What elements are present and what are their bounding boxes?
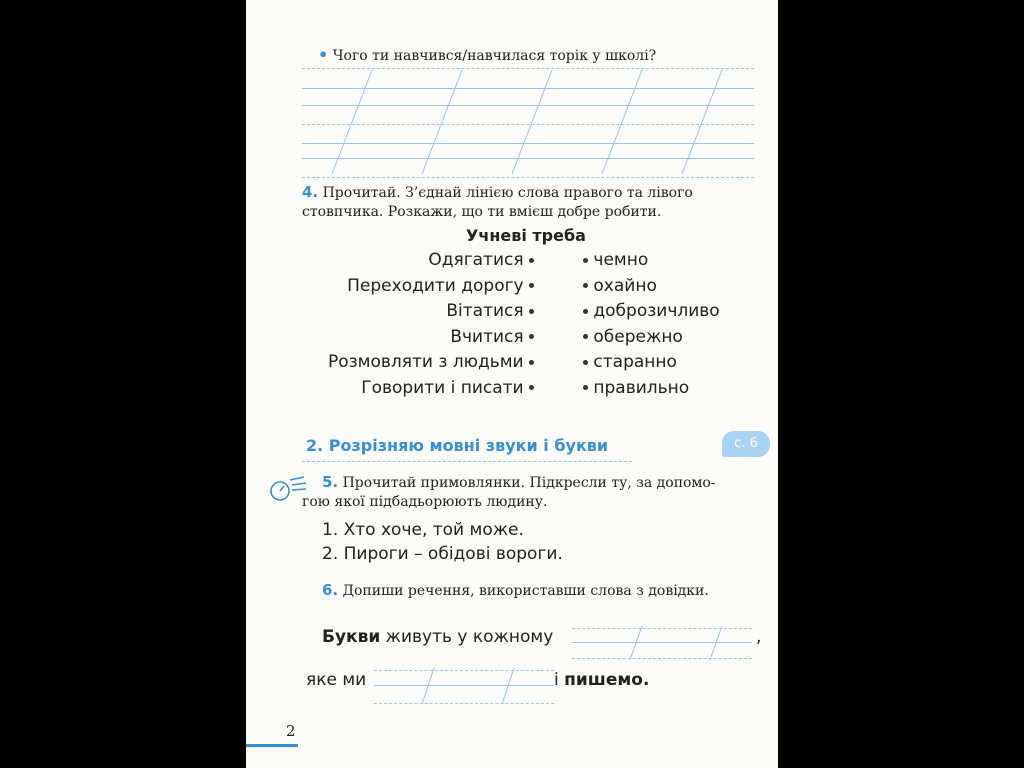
left-item[interactable]: Одягатися — [328, 250, 534, 276]
right-item[interactable]: правильно — [583, 378, 720, 404]
task4-title: Учневі треба — [466, 226, 586, 245]
right-item[interactable]: доброзичливо — [583, 301, 720, 327]
task4-instruction-cont: стовпчика. Розкажи, що ти вмієш добре робити. — [302, 204, 662, 220]
page-ref-badge: с. 6 — [722, 431, 770, 457]
right-item[interactable]: старанно — [583, 352, 720, 378]
task6-instruction: 6. Допиши речення, використавши слова з довідки. — [322, 581, 709, 599]
proverb-item[interactable]: 2. Пироги – обідові вороги. — [322, 544, 563, 564]
task5-instruction: 5. Прочитай примовлянки. Підкресли ту, за допомо- — [322, 473, 716, 491]
task4-number: 4. — [302, 183, 319, 201]
proverb-item[interactable]: 1. Хто хоче, той може. — [322, 520, 524, 540]
bullet-icon: • — [318, 45, 329, 64]
dot-icon — [583, 334, 588, 339]
right-item[interactable]: обережно — [583, 327, 720, 353]
task5-number: 5. — [322, 473, 339, 491]
dot-icon — [529, 283, 534, 288]
left-item[interactable]: Вчитися — [328, 327, 534, 353]
left-item[interactable]: Вітатися — [328, 301, 534, 327]
sentence-2-end: і пишемо. — [554, 670, 650, 690]
task6-number: 6. — [322, 581, 339, 599]
right-column — [583, 250, 720, 403]
dot-icon — [583, 385, 588, 390]
right-item[interactable]: чемно — [583, 250, 720, 276]
task4-instruction: 4. Прочитай. З’єднай лінією слова правого та лівого — [302, 183, 693, 201]
left-item[interactable]: Говорити і писати — [328, 378, 534, 404]
dot-icon — [529, 360, 534, 365]
sentence-1: Букви живуть у кожному — [322, 627, 554, 647]
slant-guides — [302, 62, 754, 182]
sentence-1-end: , — [756, 627, 762, 647]
dot-icon — [583, 360, 588, 365]
dot-icon — [529, 385, 534, 390]
task5-instruction-cont: гою якої підбадьорюють людину. — [302, 494, 548, 510]
page-number: 2 — [286, 722, 296, 740]
section-title: 2. Розрізняю мовні звуки і букви — [306, 436, 609, 455]
dot-icon — [583, 283, 588, 288]
dot-icon — [529, 334, 534, 339]
left-column — [328, 250, 534, 403]
workbook-page — [246, 0, 778, 768]
question-prev: • Чого ти навчився/навчилася торік у школі? — [318, 45, 657, 64]
right-item[interactable]: охайно — [583, 276, 720, 302]
dot-icon — [529, 309, 534, 314]
dot-icon — [529, 258, 534, 263]
dot-icon — [583, 309, 588, 314]
section-underline — [302, 461, 632, 462]
sentence-2-start: яке ми — [306, 670, 367, 690]
left-item[interactable]: Переходити дорогу — [328, 276, 534, 302]
dot-icon — [583, 258, 588, 263]
left-item[interactable]: Розмовляти з людьми — [328, 352, 534, 378]
page-number-bar — [246, 744, 298, 747]
